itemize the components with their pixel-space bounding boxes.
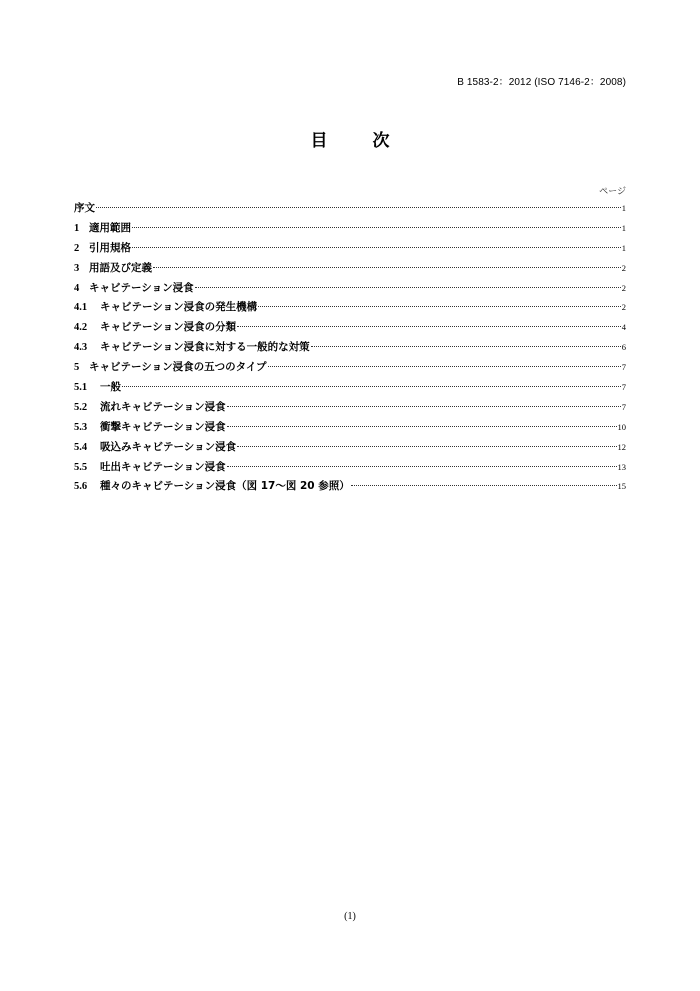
toc-entry-page: 2 <box>621 262 626 273</box>
toc-leader-dots <box>351 485 617 486</box>
toc-leader-dots <box>227 406 621 407</box>
toc-entry-4-3[interactable] <box>74 339 626 359</box>
toc-entry-title: 用語及び定義 <box>89 261 152 274</box>
toc-leader-dots <box>227 466 617 467</box>
toc-entry-page: 12 <box>617 441 626 452</box>
toc-entry-page: 13 <box>617 461 626 472</box>
toc-entry-number: 5.2 <box>74 401 88 413</box>
toc-entry-page: 6 <box>621 342 626 353</box>
toc-leader-dots <box>268 366 621 367</box>
toc-entry-page: 7 <box>621 401 626 412</box>
standard-code: B 1583-2：2012 (ISO 7146-2：2008) <box>457 77 626 88</box>
toc-entry-title: キャビテーション浸食の分類 <box>100 321 237 334</box>
toc-entry-number: 4.2 <box>74 322 88 334</box>
toc-leader-dots <box>122 386 621 387</box>
toc-leader-dots <box>153 267 621 268</box>
toc-leader-dots <box>227 426 617 427</box>
toc-entry-title: 一般 <box>100 381 121 394</box>
toc-leader-dots <box>237 446 616 447</box>
toc-entry-page: 2 <box>621 282 626 293</box>
toc-leader-dots <box>258 306 621 307</box>
toc-entry-5-6[interactable] <box>74 478 626 498</box>
page-title: 目 次 <box>310 131 404 151</box>
toc-entry-5-1[interactable] <box>74 379 626 399</box>
toc-entry-number: 3 <box>74 262 80 274</box>
toc-entry-number: 2 <box>74 242 80 254</box>
toc-entry-4[interactable] <box>74 280 626 300</box>
toc-entry-page: 1 <box>621 222 626 233</box>
toc-entry-number: 5.4 <box>74 441 88 453</box>
toc-leader-dots <box>195 287 621 288</box>
toc-entry-title: 吸込みキャビテーション浸食 <box>100 440 237 453</box>
toc-entry-page: 7 <box>621 362 626 373</box>
toc-entry-page: 1 <box>621 203 626 213</box>
toc-entry-page: 4 <box>621 322 626 333</box>
toc-entry-5-2[interactable] <box>74 399 626 419</box>
toc-entry-3[interactable] <box>74 260 626 280</box>
toc-entry-title: キャビテーション浸食に対する一般的な対策 <box>100 341 310 354</box>
toc-entry-5-5[interactable] <box>74 459 626 479</box>
toc-entry-title: キャビテーション浸食の発生機構 <box>100 301 258 314</box>
toc-entry-5[interactable] <box>74 359 626 379</box>
toc-entry-title: キャビテーション浸食の五つのタイプ <box>89 361 267 374</box>
toc-entry-page: 1 <box>621 242 626 253</box>
toc-leader-dots <box>311 346 621 347</box>
toc-entry-5-4[interactable] <box>74 439 626 459</box>
table-of-contents <box>74 200 626 498</box>
toc-entry-4-1[interactable] <box>74 299 626 319</box>
toc-entry-number: 1 <box>74 222 80 234</box>
toc-entry-title: 種々のキャビテーション浸食（図 17～図 20 参照） <box>100 480 350 493</box>
toc-entry-number: 4.3 <box>74 342 88 354</box>
toc-entry-1[interactable] <box>74 220 626 240</box>
toc-entry-2[interactable] <box>74 240 626 260</box>
toc-entry-number: 4 <box>74 282 80 294</box>
toc-entry-title: キャビテーション浸食 <box>89 281 194 294</box>
toc-entry-number: 5.6 <box>74 481 88 493</box>
toc-entry-title: 流れキャビテーション浸食 <box>100 400 226 413</box>
toc-entry-4-2[interactable] <box>74 319 626 339</box>
toc-entry-page: 2 <box>621 302 626 313</box>
toc-entry-title: 吐出キャビテーション浸食 <box>100 460 226 473</box>
toc-leader-dots <box>96 207 621 208</box>
toc-entry-foreword[interactable] <box>74 200 626 220</box>
page-column-label: ページ <box>599 187 626 197</box>
toc-entry-number: 5.1 <box>74 382 88 394</box>
footer-page-number: (1) <box>344 911 356 922</box>
toc-entry-number: 4.1 <box>74 302 88 314</box>
toc-entry-title: 序文 <box>74 202 95 214</box>
toc-entry-title: 引用規格 <box>89 241 131 254</box>
toc-leader-dots <box>132 247 621 248</box>
toc-entry-title: 衝撃キャビテーション浸食 <box>100 420 226 433</box>
toc-entry-number: 5.5 <box>74 461 88 473</box>
toc-entry-5-3[interactable] <box>74 419 626 439</box>
toc-entry-number: 5.3 <box>74 421 88 433</box>
toc-entry-page: 15 <box>617 481 626 492</box>
toc-entry-number: 5 <box>74 362 80 374</box>
toc-entry-page: 10 <box>617 421 626 432</box>
toc-leader-dots <box>132 227 621 228</box>
toc-entry-title: 適用範囲 <box>89 221 131 234</box>
toc-entry-page: 7 <box>621 382 626 393</box>
toc-leader-dots <box>237 326 621 327</box>
